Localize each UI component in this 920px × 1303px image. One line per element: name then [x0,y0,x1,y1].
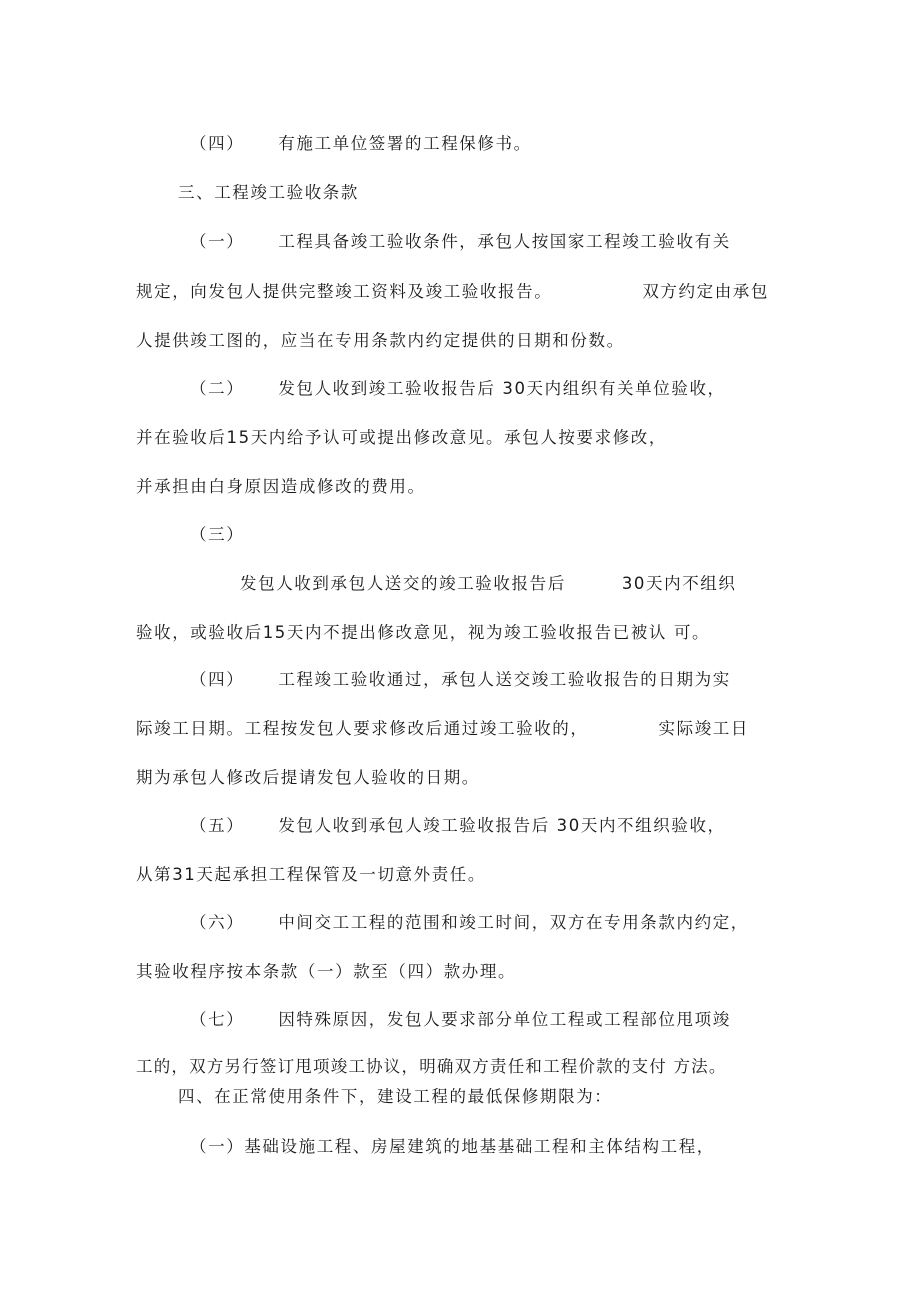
clause-5-line-2: 从第31天起承担工程保管及一切意外责任。 [136,865,486,884]
clause-text: 发包人收到承包人竣工验收报告后 30天内不组织验收， [278,816,726,835]
clause-number: （二） [190,379,245,398]
clause-3-number: （三） [190,525,245,544]
clause-5-line-1 [190,815,726,837]
clause-text: 工程具备竣工验收条件，承包人按国家工程竣工验收有关 [278,232,731,251]
clause-text: 因特殊原因，发包人要求部分单位工程或工程部位甩项竣 [278,1010,731,1029]
text-segment: 30天内不组织 [621,574,737,593]
text-segment: 规定，向发包人提供完整竣工资料及竣工验收报告。 [136,282,553,301]
clause-text: 发包人收到竣工验收报告后 30天内组织有关单位验收， [278,379,726,398]
clause-1-line-1 [190,231,731,253]
clause-text: 工程竣工验收通过，承包人送交竣工验收报告的日期为实 [278,670,731,689]
clause-number: （四） [190,670,245,689]
clause-4-line-3: 期为承包人修改后提请发包人验收的日期。 [136,768,480,787]
clause-7-line-1 [190,1009,731,1031]
text-segment: 际竣工日期。工程按发包人要求修改后通过竣工验收的， [136,719,589,738]
clause-6-line-2: 其验收程序按本条款（一）款至（四）款办理。 [136,962,517,981]
clause-2-line-3: 并承担由白身原因造成修改的费用。 [136,477,426,496]
clause-3-line-2: 验收，或验收后15天内不提出修改意见，视为竣工验收报告已被认 可。 [136,623,711,642]
clause-2-line-1 [190,378,726,400]
clause-number: （五） [190,816,245,835]
clause-number: （一） [190,232,245,251]
section-heading-3: 三、工程竣工验收条款 [178,183,359,202]
clause-4-line-1 [190,669,731,691]
clause-number: （六） [190,913,245,932]
clause-3-line-1 [240,573,737,595]
clause-text: 中间交工工程的范围和竣工时间，双方在专用条款内约定， [278,913,749,932]
clause-4-line-2 [136,718,749,740]
text-segment: 双方约定由承包 [642,282,770,301]
clause-number: （七） [190,1010,245,1029]
item-4-warranty [190,133,532,155]
clause-1-line-2 [136,281,769,303]
text-segment: 发包人收到承包人送交的竣工验收报告后 [240,574,566,593]
clause-1-line-3: 人提供竣工图的，应当在专用条款内约定提供的日期和份数。 [136,331,625,350]
warranty-item-1: （一）基础设施工程、房屋建筑的地基基础工程和主体结构工程， [190,1137,715,1156]
clause-2-line-2: 并在验收后15天内给予认可或提出修改意见。承包人按要求修改， [136,428,667,447]
item-number: （四） [190,134,245,153]
item-text: 有施工单位签署的工程保修书。 [278,134,532,153]
text-segment: 实际竣工日 [658,719,749,738]
section-heading-4: 四、在正常使用条件下，建设工程的最低保修期限为： [178,1087,613,1106]
clause-7-line-2: 工的，双方另行签订甩项竣工协议，明确双方责任和工程价款的支付 方法。 [136,1057,727,1076]
clause-6-line-1 [190,912,749,934]
